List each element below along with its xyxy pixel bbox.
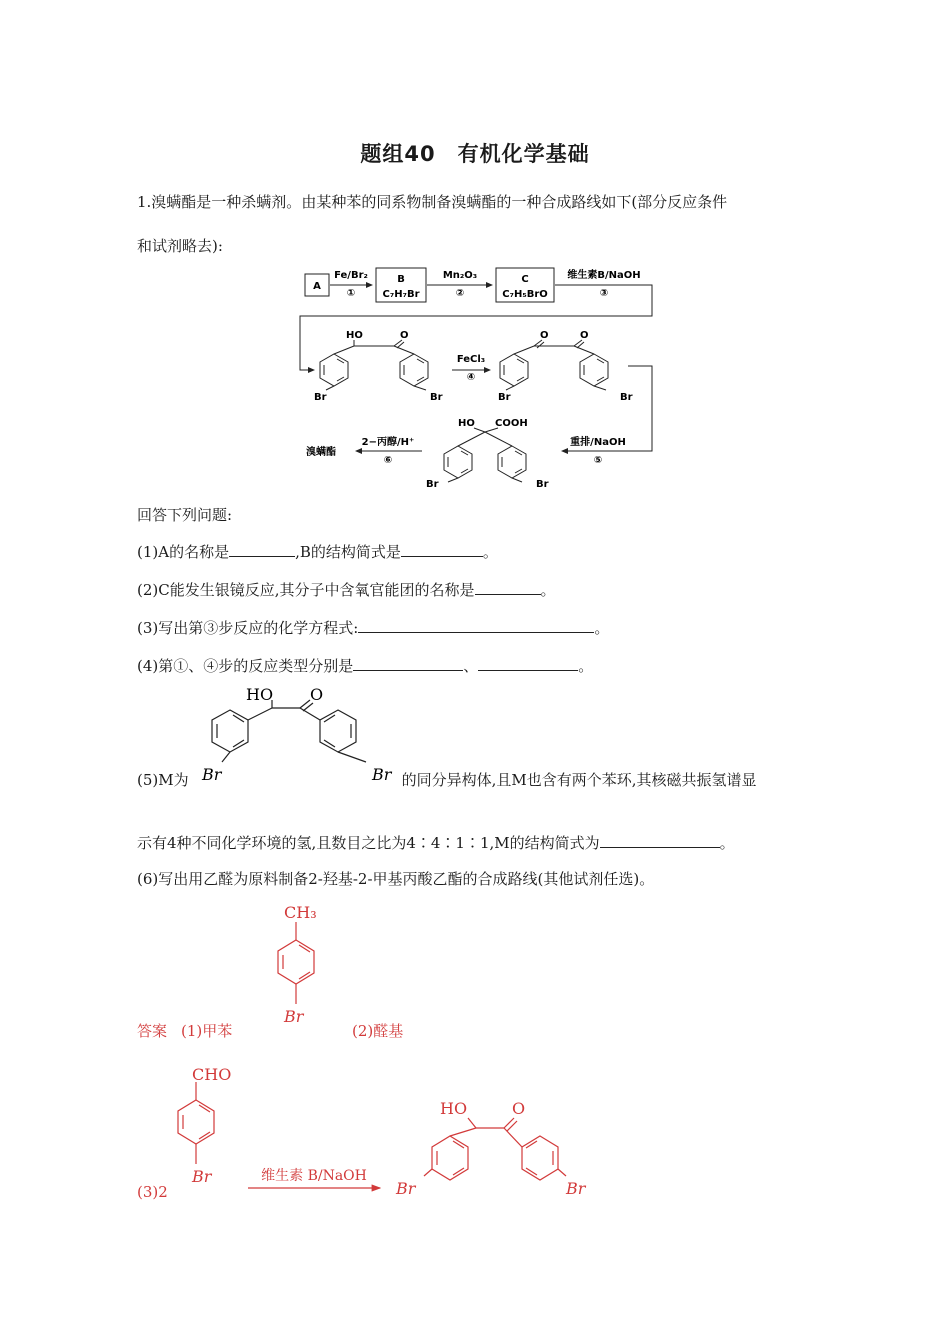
step4-reagent: FeCl₃ [456, 354, 486, 365]
question-5-line1: (5)M为 的同分异构体,且M也含有两个苯环,其核磁共振氢谱显 [137, 771, 757, 789]
label-br: Br [536, 479, 549, 490]
step1-number: ① [346, 288, 356, 299]
answer-blank[interactable] [229, 541, 295, 557]
step6-number: ⑥ [383, 455, 393, 466]
question-3: (3)写出第③步反应的化学方程式: 。 [137, 619, 610, 637]
step3-number: ③ [599, 288, 609, 299]
answer-blank[interactable] [478, 655, 578, 671]
label-o: O [580, 330, 589, 341]
answer-blank[interactable] [353, 655, 463, 671]
step4-number: ④ [466, 372, 476, 383]
question-4: (4)第①、④步的反应类型分别是 、 。 [137, 657, 594, 675]
label-br: Br [202, 765, 222, 784]
label-br: Br [566, 1179, 586, 1198]
answer-blank[interactable] [475, 579, 541, 595]
box-b-label: B [397, 274, 405, 285]
label-o: O [310, 685, 324, 704]
step5-number: ⑤ [593, 455, 603, 466]
label-o: O [540, 330, 549, 341]
label-br: Br [192, 1167, 212, 1186]
label-br: Br [314, 392, 327, 403]
label-cho: CHO [192, 1065, 232, 1084]
box-a-label: A [313, 281, 321, 292]
box-c-label: C [521, 274, 529, 285]
answer-blank[interactable] [401, 541, 483, 557]
label-cooh: COOH [495, 418, 528, 429]
label-ho: HO [346, 330, 363, 341]
question-6: (6)写出用乙醛为原料制备2-羟基-2-甲基丙酸乙酯的合成路线(其他试剂任选)。 [137, 870, 655, 888]
answer-3-equation [168, 1060, 608, 1200]
answer-2: (2)醛基 [352, 1022, 404, 1040]
label-br: Br [396, 1179, 416, 1198]
answer-b-structure [252, 900, 332, 1040]
answer-blank[interactable] [358, 617, 594, 633]
answer-blank[interactable] [600, 832, 720, 848]
label-ho: HO [440, 1099, 468, 1118]
label-br: Br [620, 392, 633, 403]
step2-number: ② [455, 288, 465, 299]
answer-1: (1)甲苯 [181, 1022, 233, 1040]
label-o: O [512, 1099, 526, 1118]
step6-reagent: 2−丙醇/H⁺ [361, 437, 415, 448]
question-2: (2)C能发生银镜反应,其分子中含氧官能团的名称是 。 [137, 581, 556, 599]
label-ch3: CH₃ [284, 903, 317, 922]
label-o: O [400, 330, 409, 341]
box-c-formula: C₇H₅BrO [502, 289, 548, 300]
question-intro-line1: 1.溴螨酯是一种杀螨剂。由某种苯的同系物制备溴螨酯的一种合成路线如下(部分反应条件 [137, 193, 728, 211]
answer-label: 答案 [137, 1022, 168, 1040]
product-label: 溴螨酯 [306, 447, 336, 458]
answer-line1 [137, 1021, 232, 1041]
question-1: (1)A的名称是 ,B的结构简式是 。 [137, 543, 498, 561]
step1-reagent: Fe/Br₂ [334, 270, 368, 281]
question-intro-line2: 和试剂略去): [137, 237, 223, 255]
label-ho: HO [246, 685, 274, 704]
label-br: Br [284, 1007, 304, 1026]
label-br: Br [372, 765, 392, 784]
box-b-formula: C₇H₇Br [382, 289, 420, 300]
page-title: 题组40 有机化学基础 [360, 142, 590, 166]
step3-reagent: 维生素B/NaOH [567, 270, 641, 281]
label-br: Br [430, 392, 443, 403]
step5-reagent: 重排/NaOH [570, 437, 626, 448]
question-5-line2: 示有4种不同化学环境的氢,且数目之比为4∶4∶1∶1,M的结构简式为 。 [137, 834, 735, 852]
label-ho: HO [458, 418, 475, 429]
diketone-structure [498, 330, 633, 403]
hydroxy-acid-structure [426, 418, 549, 490]
hydroxy-ketone-structure [314, 330, 443, 403]
label-br: Br [426, 479, 439, 490]
questions-prompt: 回答下列问题: [137, 506, 233, 524]
answer-3-prefix: (3)2 [137, 1183, 168, 1201]
synthesis-scheme [290, 262, 670, 494]
arrow-reagent: 维生素 B/NaOH [261, 1168, 367, 1184]
label-br: Br [498, 392, 511, 403]
step2-reagent: Mn₂O₃ [442, 270, 478, 281]
